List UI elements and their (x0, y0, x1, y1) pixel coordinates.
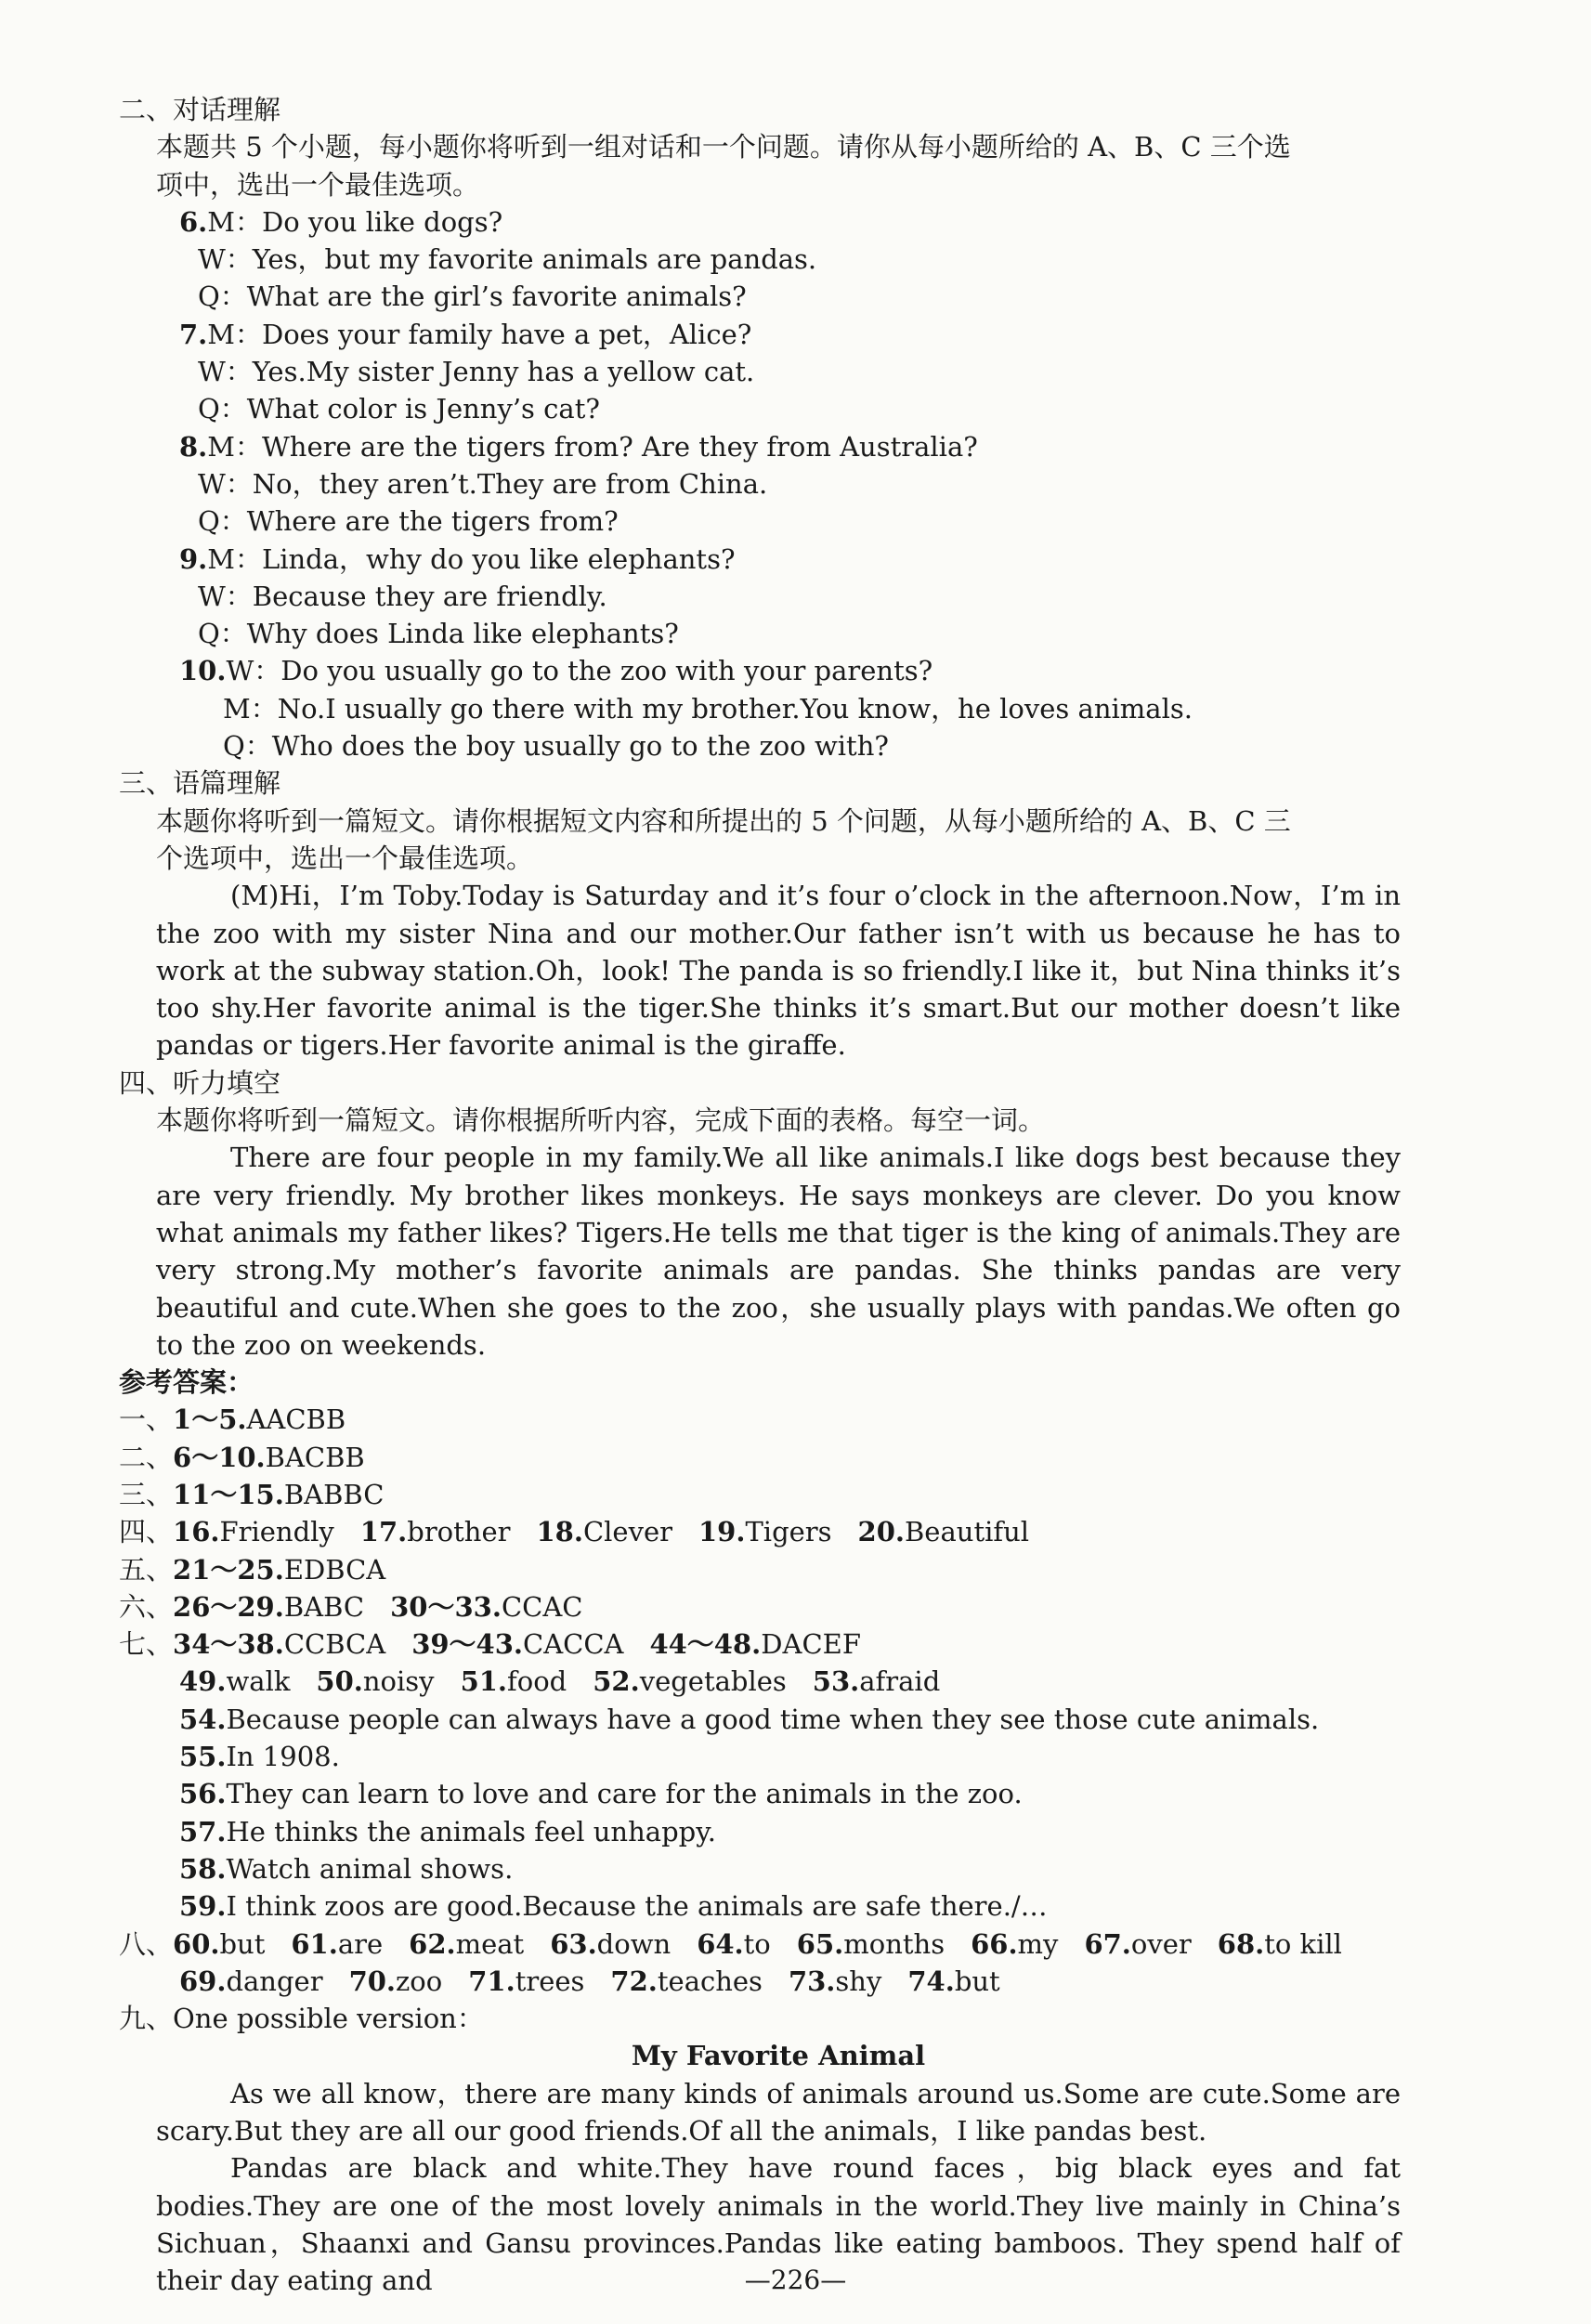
answer-number: 58. (179, 1852, 227, 1885)
answer-row-7 (119, 1625, 1401, 1663)
answer-value: months (843, 1927, 945, 1960)
answer-number: 17. (359, 1516, 408, 1548)
section-prefix: 四、 (119, 1516, 174, 1548)
section-prefix: 一、 (119, 1404, 174, 1436)
answer-row-1 (119, 1401, 1401, 1438)
answer-number: 59. (179, 1890, 227, 1923)
answer-value: but (954, 1965, 1000, 1997)
answer-value: teaches (657, 1965, 763, 1997)
answer-value: CCBCA (283, 1628, 386, 1661)
answer-row-4 (119, 1513, 1401, 1550)
answer-number: 55. (179, 1741, 227, 1773)
answer-value: meat (455, 1927, 525, 1960)
answer-value: to kill (1264, 1927, 1342, 1960)
answer-row-5 (119, 1551, 1401, 1588)
answer-range: 6～10. (173, 1441, 266, 1473)
answer-value: are (337, 1927, 384, 1960)
dialogue-9 (119, 541, 1401, 653)
answer-range: 26～29. (173, 1590, 284, 1623)
answer-range: 34～38. (173, 1628, 284, 1661)
answer-value: I think zoos are good.Because the animals are safe there./… (226, 1890, 1048, 1923)
answer-row-3 (119, 1476, 1401, 1513)
answer-value: down (596, 1927, 672, 1960)
answer-range: 30～33. (390, 1590, 502, 1623)
essay-paragraph-1: As we all know，there are many kinds of animals around us.Some are cute.Some are scary.But they are all our good friends.Of all the animals，I like pandas best. (156, 2077, 1401, 2148)
question-number: 8. (179, 430, 208, 463)
section-prefix: 二、 (119, 1441, 174, 1473)
dialogue-line: M：Linda，why do you like elephants? (207, 542, 736, 575)
answer-number: 67. (1084, 1927, 1131, 1960)
section-prefix: 九、 (119, 2003, 174, 2035)
answer-sentence (119, 1701, 1401, 1738)
answer-number: 50. (316, 1665, 363, 1698)
page-number: —226— (744, 2265, 847, 2295)
section-prefix: 七、 (119, 1628, 174, 1661)
dialogue-line: W：Do you usually go to the zoo with your parents? (226, 655, 933, 687)
answer-value: walk (226, 1665, 291, 1698)
answer-value: food (507, 1665, 567, 1698)
section-prefix: 八、 (119, 1927, 174, 1960)
answer-number: 57. (179, 1815, 227, 1847)
answer-number: 54. (179, 1703, 227, 1735)
answer-value: He thinks the animals feel unhappy. (226, 1815, 716, 1847)
answer-value: BABBC (283, 1478, 385, 1510)
answer-number: 71. (468, 1965, 515, 1997)
answer-value: my (1017, 1927, 1059, 1960)
answer-value: to (743, 1927, 771, 1960)
answer-number: 60. (173, 1927, 220, 1960)
answer-value: Beautiful (905, 1516, 1030, 1548)
answer-sentence (119, 1813, 1401, 1850)
answer-range: 44～48. (649, 1628, 762, 1661)
section-prefix: 三、 (119, 1478, 174, 1510)
answer-number: 65. (796, 1927, 844, 1960)
answer-range: 11～15. (173, 1478, 284, 1510)
document-content (119, 91, 1401, 2300)
answer-value: Tigers (745, 1516, 832, 1548)
answer-number: 73. (788, 1965, 836, 1997)
answer-value: DACEF (761, 1628, 861, 1661)
answer-range: 39～43. (411, 1628, 523, 1661)
section4-passage (119, 1139, 1401, 1364)
essay-title: My Favorite Animal (631, 2040, 926, 2072)
dialogue-line: Q：What color is Jenny’s cat? (198, 393, 600, 425)
answer-value: Because people can always have a good time when they see those cute animals. (226, 1703, 1320, 1735)
answer-value: noisy (362, 1665, 435, 1698)
passage-text: There are four people in my family.We all like animals.I like dogs best because they are very friendly. My brother likes monkeys. He says monkeys are clever. Do you know what animals my father likes? Tigers.He tells me that tiger is the king of animals.They are very strong.My mother’s favorite animals are pandas. She thinks pandas are very beautiful and cute.When she goes to the zoo，she usually plays with pandas.We often go to the zoo on weekends. (156, 1142, 1401, 1361)
answer-sentence (119, 1738, 1401, 1775)
dialogue-8 (119, 428, 1401, 541)
answer-row-9 (119, 2000, 1401, 2037)
answer-range: 21～25. (173, 1553, 284, 1586)
answer-value: but (219, 1927, 266, 1960)
answer-value: EDBCA (283, 1553, 386, 1586)
answer-number: 66. (971, 1927, 1018, 1960)
section2-instruction-1: 本题共 5 个小题，每小题你将听到一组对话和一个问题。请你从每小题所给的 A、B、C 三个选 (156, 131, 1291, 163)
answer-number: 63. (550, 1927, 597, 1960)
answer-value: brother (407, 1516, 511, 1548)
answer-number: 56. (179, 1778, 227, 1810)
section2-heading: 二、对话理解 (119, 94, 281, 125)
answer-number: 62. (409, 1927, 456, 1960)
answer-value: vegetables (639, 1665, 787, 1698)
question-number: 7. (179, 318, 208, 350)
passage-text: (M)Hi，I’m Toby.Today is Saturday and it’s four o’clock in the afternoon.Now，I’m in the zoo with my sister Nina and our mother.Our father isn’t with us because he has to work at the subway station.Oh，look! The panda is so friendly.I like it，but Nina thinks it’s too shy.Her favorite animal is the tiger.She thinks it’s smart.But our mother doesn’t like pandas or tigers.Her favorite animal is the giraffe. (156, 880, 1401, 1062)
dialogue-line: W：Yes.My sister Jenny has a yellow cat. (198, 356, 755, 388)
dialogue-line: Q：Where are the tigers from? (198, 505, 619, 538)
essay-paragraph-2: Pandas are black and white.They have round faces，big black eyes and fat bodies.They are one of the most lovely animals in the world.They live mainly in China’s Sichuan，Shaanxi and Gansu provinces.Pandas like eating bamboos. They spend half of their day eating and (156, 2152, 1401, 2297)
answer-sentence (119, 1850, 1401, 1887)
dialogue-line: W：No，they aren’t.They are from China. (198, 467, 768, 500)
answer-row-6 (119, 1588, 1401, 1625)
section4-instruction: 本题你将听到一篇短文。请你根据所听内容，完成下面的表格。每空一词。 (156, 1104, 1046, 1137)
answer-value: shy (835, 1965, 882, 1997)
dialogue-line: M：Does your family have a pet，Alice? (207, 318, 752, 350)
answer-number: 72. (610, 1965, 658, 1997)
answer-value: CCAC (501, 1590, 583, 1623)
answer-number: 49. (179, 1665, 227, 1698)
section3-instruction-1: 本题你将听到一篇短文。请你根据短文内容和所提出的 5 个问题，从每小题所给的 A、B、C 三 (156, 804, 1291, 837)
answer-value: trees (515, 1965, 585, 1997)
section-prefix: 六、 (119, 1590, 174, 1623)
answer-label: One possible version： (173, 2003, 484, 2035)
answer-number: 51. (460, 1665, 508, 1698)
answer-number: 18. (536, 1516, 583, 1548)
dialogue-10 (119, 652, 1401, 764)
dialogue-7 (119, 316, 1401, 428)
answer-row-2 (119, 1439, 1401, 1476)
dialogue-line: W：Because they are friendly. (198, 580, 607, 612)
dialogue-line: Q：Who does the boy usually go to the zoo with? (223, 730, 889, 763)
answer-value: zoo (396, 1965, 443, 1997)
answer-number: 68. (1217, 1927, 1265, 1960)
dialogue-6 (119, 203, 1401, 316)
answer-value: AACBB (246, 1404, 346, 1436)
section3-passage (119, 877, 1401, 1064)
answer-number: 52. (593, 1665, 640, 1698)
dialogue-line: M：Where are the tigers from? Are they from Australia? (207, 430, 978, 463)
answer-number: 19. (698, 1516, 746, 1548)
answer-range: 1～5. (173, 1404, 247, 1436)
section3-heading: 三、语篇理解 (119, 767, 281, 800)
answer-value: Watch animal shows. (226, 1852, 514, 1885)
answer-row-7b (119, 1663, 1401, 1700)
question-number: 9. (179, 542, 208, 575)
section4-heading: 四、听力填空 (119, 1066, 281, 1099)
dialogue-line: M：No.I usually go there with my brother.You know，he loves animals. (223, 692, 1193, 725)
answer-value: danger (226, 1965, 323, 1997)
answer-number: 16. (173, 1516, 220, 1548)
answer-value: In 1908. (226, 1741, 340, 1773)
dialogue-line: W：Yes，but my favorite animals are pandas. (198, 243, 817, 276)
answer-value: over (1130, 1927, 1192, 1960)
question-number: 10. (179, 655, 227, 687)
answer-number: 74. (907, 1965, 955, 1997)
answer-row-8b (119, 1963, 1401, 2000)
answer-sentence (119, 1775, 1401, 1812)
answer-value: Clever (582, 1516, 672, 1548)
answers-heading: 参考答案： (119, 1366, 254, 1399)
answer-number: 70. (348, 1965, 397, 1997)
dialogue-line: Q：Why does Linda like elephants? (198, 618, 679, 650)
answer-value: afraid (859, 1665, 941, 1698)
answer-value: CACCA (523, 1628, 624, 1661)
answer-number: 69. (179, 1965, 227, 1997)
dialogue-line: Q：What are the girl’s favorite animals? (198, 281, 747, 313)
answer-value: They can learn to love and care for the animals in the zoo. (226, 1778, 1023, 1810)
answer-value: BABC (283, 1590, 365, 1623)
answer-value: Friendly (219, 1516, 334, 1548)
section-prefix: 五、 (119, 1553, 174, 1586)
section2-instruction-2: 项中，选出一个最佳选项。 (156, 168, 480, 201)
answer-row-8 (119, 1926, 1401, 1963)
answer-sentence (119, 1887, 1401, 1925)
answer-number: 61. (291, 1927, 338, 1960)
answer-number: 64. (697, 1927, 744, 1960)
answer-number: 53. (812, 1665, 860, 1698)
question-number: 6. (179, 205, 208, 238)
answer-number: 20. (857, 1516, 905, 1548)
answer-value: BACBB (265, 1441, 365, 1473)
section3-instruction-2: 个选项中，选出一个最佳选项。 (156, 842, 534, 874)
dialogue-line: M：Do you like dogs? (207, 205, 503, 238)
